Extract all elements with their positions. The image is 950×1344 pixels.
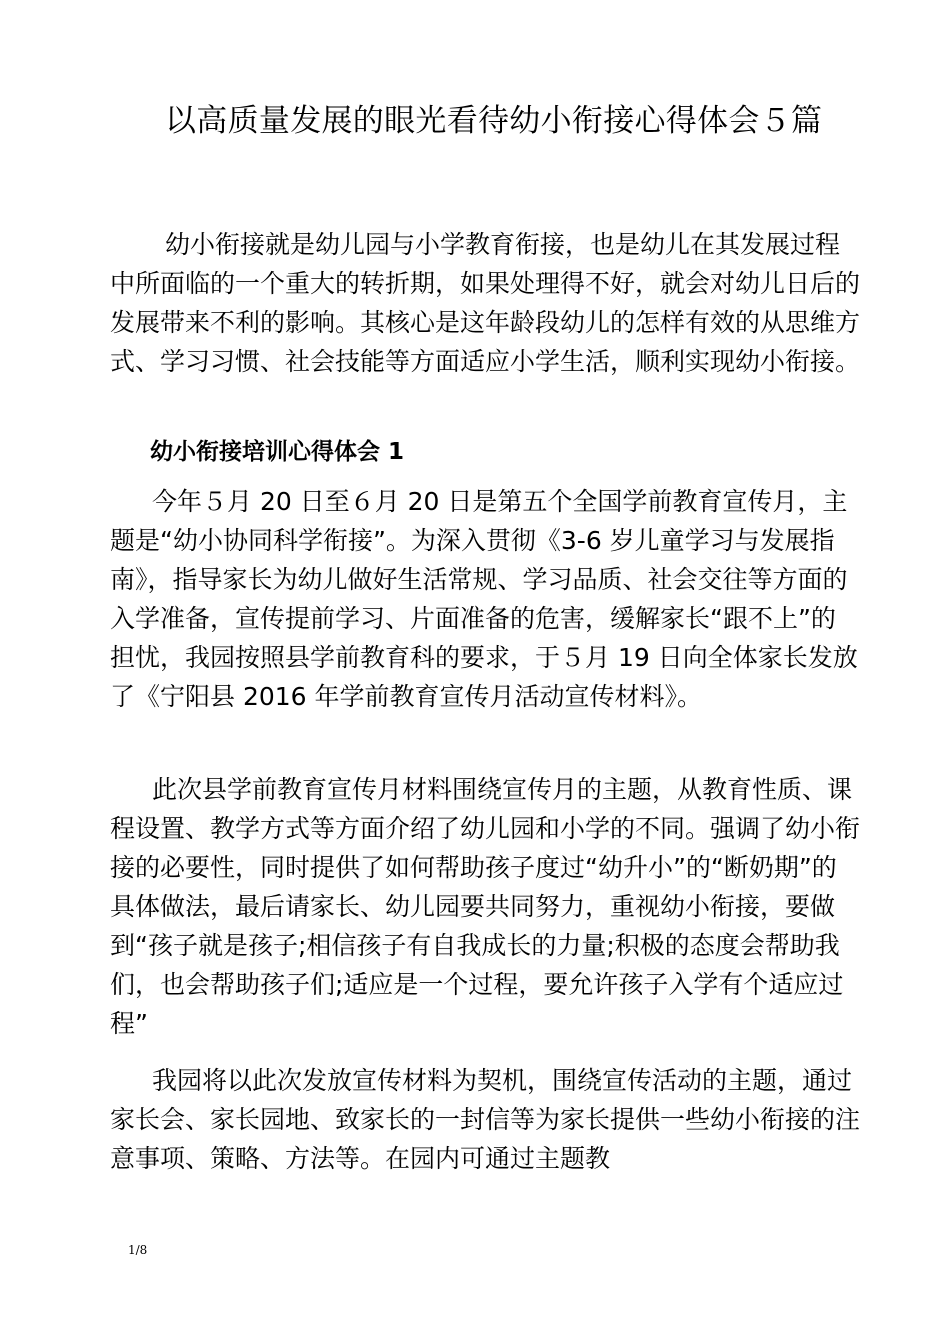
page-number: 1/8: [128, 1243, 148, 1257]
intro-paragraph: 幼小衔接就是幼儿园与小学教育衔接，也是幼儿在其发展过程中所面临的一个重大的转折期，如果处理得不好，就会对幼儿日后的发展带来不利的影响。其核心是这年龄段幼儿的怎样有效的从思维方式、学习习惯、社会技能等方面适应小学生活，顺利实现幼小衔接。: [110, 230, 861, 376]
section-heading: 幼小衔接培训心得体会 1: [150, 439, 405, 465]
body-paragraph-1: 今年５月 20 日至６月 20 日是第五个全国学前教育宣传月，主题是“幼小协同科学衔接”。为深入贯彻《3-6 岁儿童学习与发展指南》，指导家长为幼儿做好生活常规、学习品质、社会交往等方面的入学准备，宣传提前学习、片面准备的危害，缓解家长“跟不上”的担忧，我园按照县学前教育科的要求，于５月 19 日向全体家长发放了《宁阳县 2016 年学前教育宣传月活动宣传材料》。: [110, 487, 858, 711]
body-paragraph-2: 此次县学前教育宣传月材料围绕宣传月的主题，从教育性质、课程设置、教学方式等方面介绍了幼儿园和小学的不同。强调了幼小衔接的必要性，同时提供了如何帮助孩子度过“幼升小”的“断奶期”的具体做法，最后请家长、幼儿园要共同努力，重视幼小衔接，要做到“孩子就是孩子;相信孩子有自我成长的力量;积极的态度会帮助我们，也会帮助孩子们;适应是一个过程，要允许孩子入学有个适应过程”: [110, 775, 861, 1038]
body-paragraph-3: 我园将以此次发放宣传材料为契机，围绕宣传活动的主题，通过家长会、家长园地、致家长的一封信等为家长提供一些幼小衔接的注意事项、策略、方法等。在园内可通过主题教: [110, 1066, 861, 1173]
document-title: 以高质量发展的眼光看待幼小衔接心得体会５篇: [165, 103, 823, 139]
